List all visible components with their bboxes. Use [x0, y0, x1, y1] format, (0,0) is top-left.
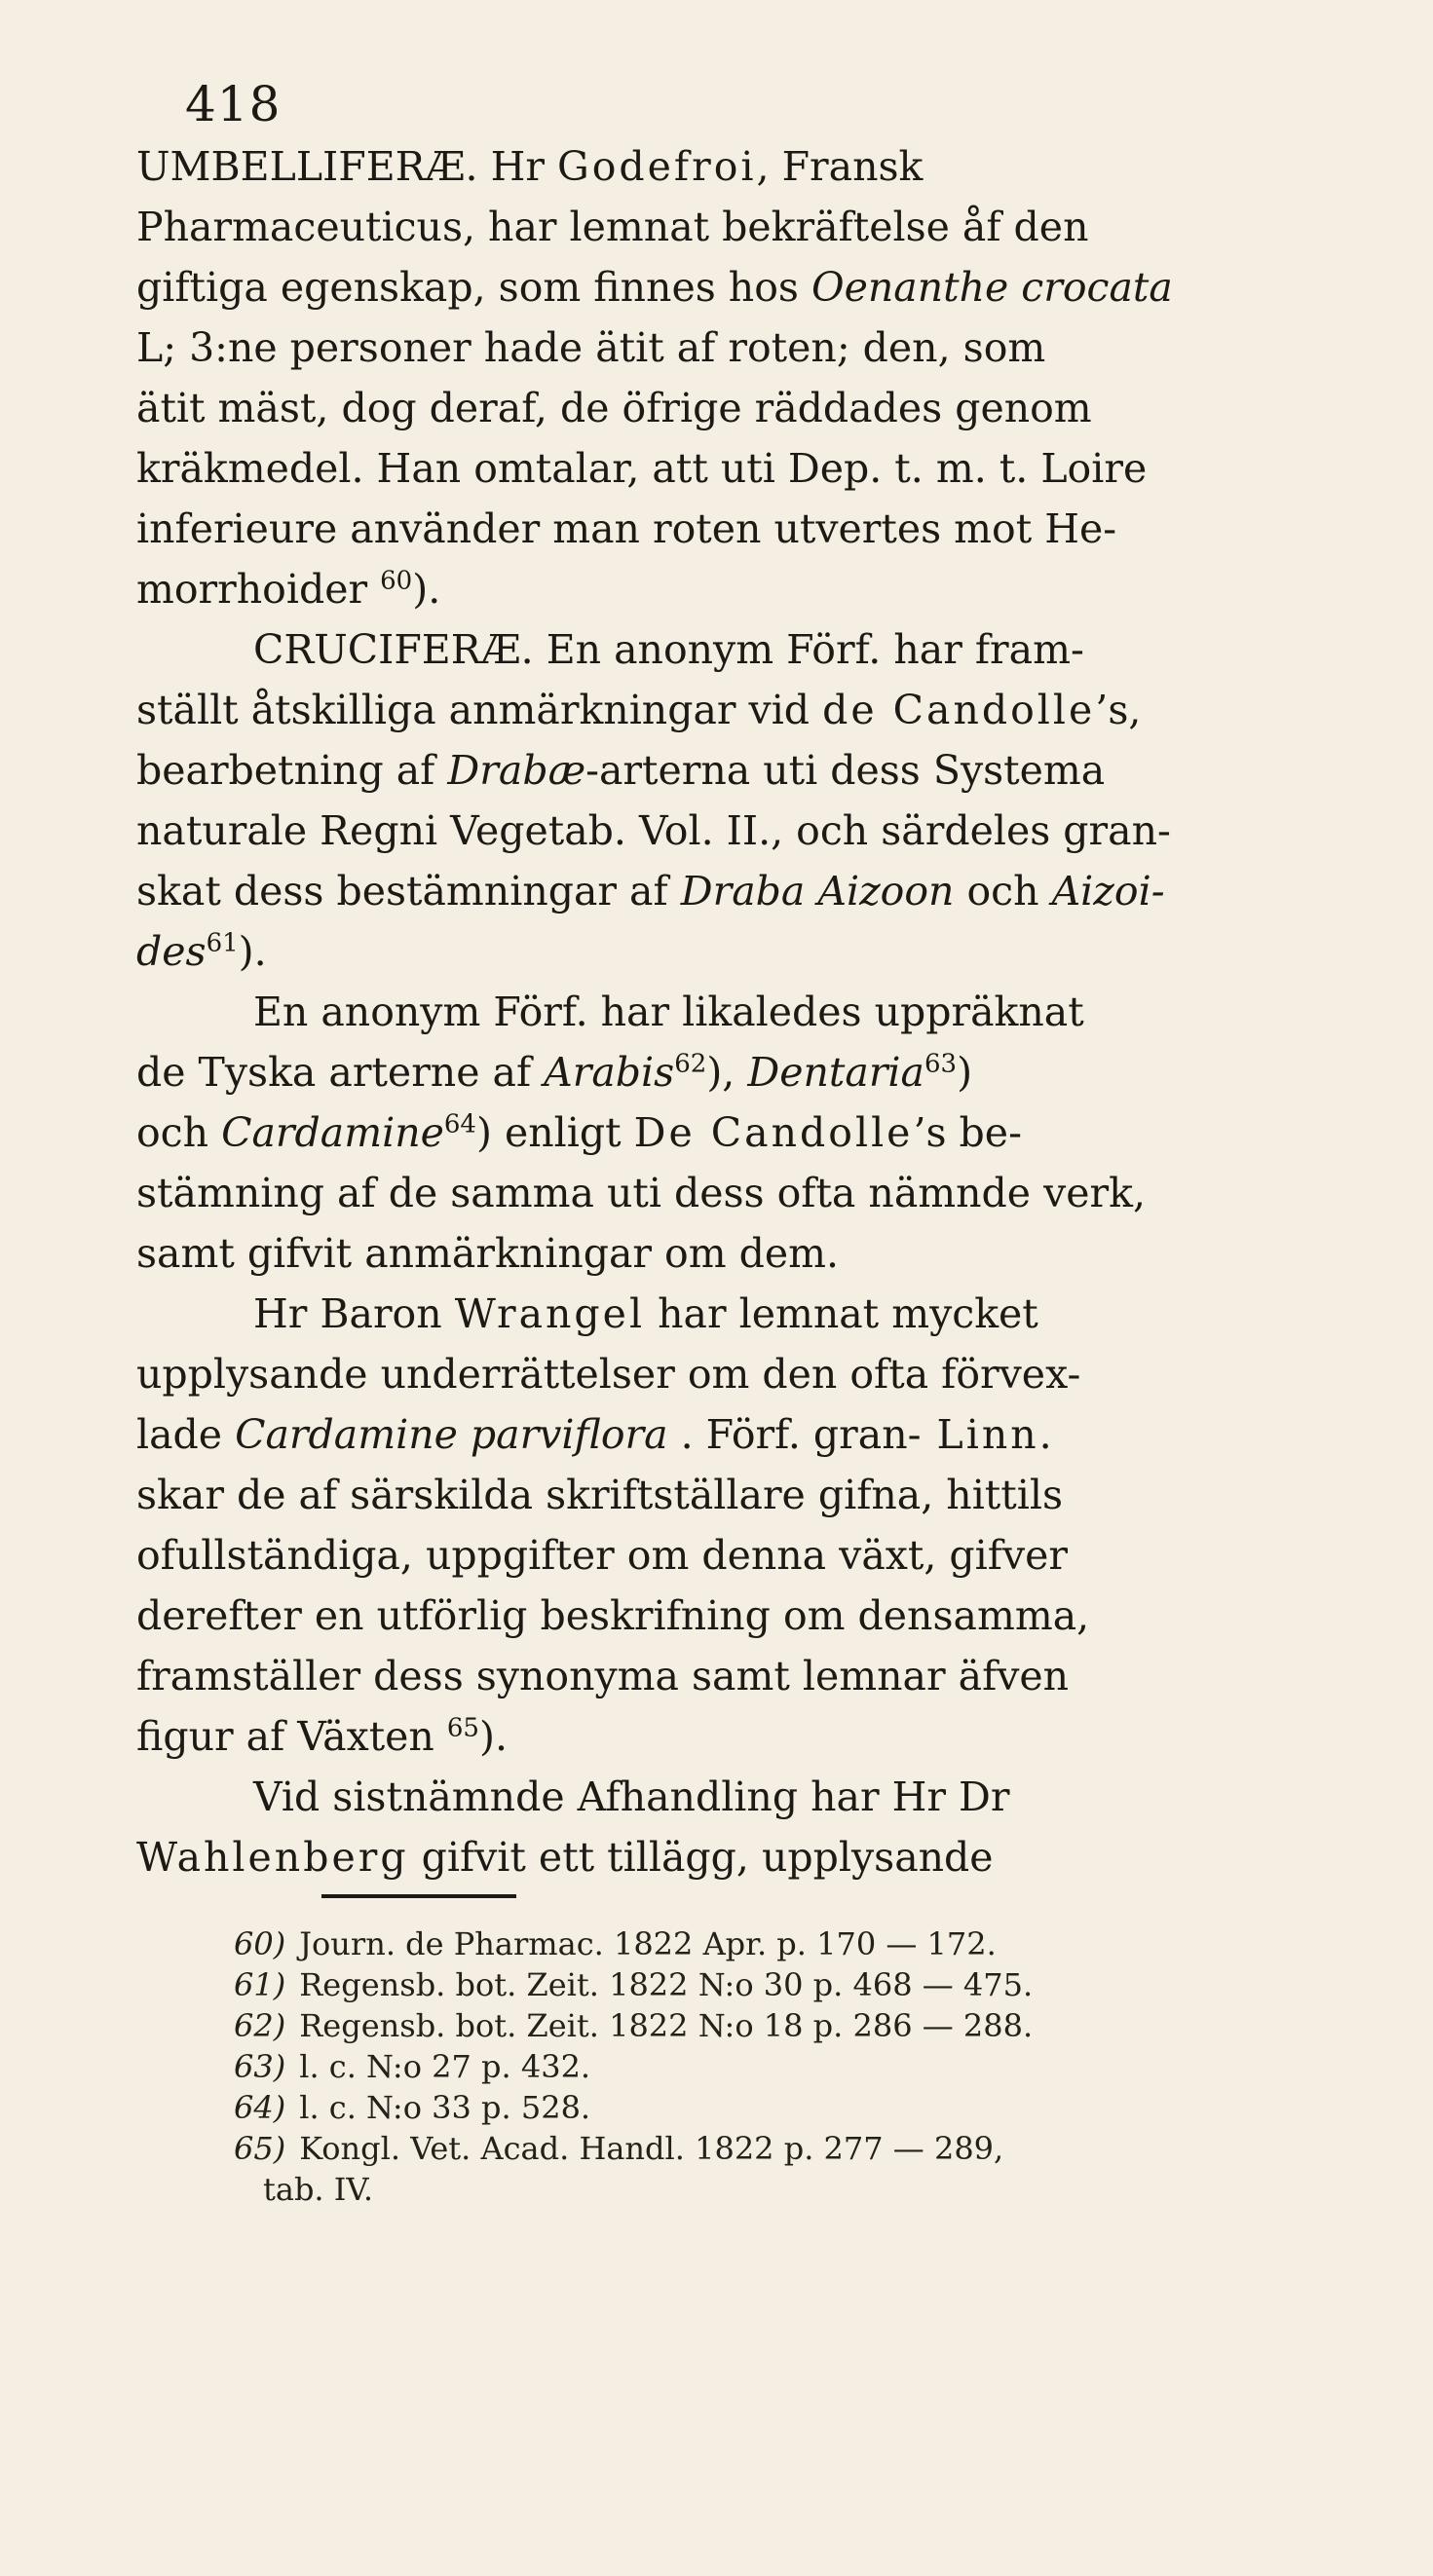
author-name: de Candolle — [822, 687, 1096, 733]
text-run: morrhoider — [136, 566, 381, 613]
italic-name: Oenanthe crocata — [811, 264, 1173, 311]
footnote-number: 62) — [234, 2007, 286, 2044]
text-run: skat dess bestämningar af — [136, 868, 681, 915]
footnote — [234, 2046, 1305, 2087]
text-line — [136, 619, 1325, 680]
text-run: ), — [706, 1049, 748, 1096]
text-run: ). — [238, 928, 267, 975]
footnote — [234, 2128, 1305, 2169]
text-line: samt gifvit anmärkningar om dem. — [136, 1230, 840, 1277]
text-run: de Tyska arterne af — [136, 1049, 545, 1096]
text-line — [136, 559, 1325, 619]
text-run: figur af Växten — [136, 1713, 447, 1760]
text-line: upplysande underrättelser om den ofta förvex- — [136, 1351, 1081, 1398]
text-line — [136, 1102, 1325, 1163]
italic-name: Drabæ — [447, 747, 586, 794]
text-line: inferieure använder man roten utvertes mot He- — [136, 505, 1117, 552]
text-line — [136, 1827, 1325, 1887]
text-line: En anonym Förf. har likaledes uppräknat — [253, 989, 1084, 1035]
footnote-text: Regensb. bot. Zeit. 1822 N:o 18 p. 286 — 288. — [299, 2007, 1034, 2044]
footnote-ref: 62 — [674, 1049, 707, 1079]
footnote-text: tab. IV. — [263, 2171, 374, 2208]
text-run: Hr Baron — [253, 1290, 455, 1337]
text-line — [136, 1042, 1325, 1102]
text-line: naturale Regni Vegetab. Vol. II., och särdeles gran- — [136, 807, 1171, 854]
text-run: ’s, — [1095, 687, 1142, 733]
italic-name: Cardamine — [221, 1109, 444, 1156]
footnote-text: l. c. N:o 27 p. 432. — [299, 2048, 591, 2085]
footnote — [234, 1964, 1305, 2005]
author-name: Wrangel — [454, 1290, 646, 1337]
footnote-number: 65) — [234, 2130, 286, 2167]
italic-name: Dentaria — [747, 1049, 924, 1096]
text-run: Hr — [477, 143, 557, 190]
text-line — [136, 861, 1325, 921]
text-run: -arterna uti dess Systema — [585, 747, 1106, 794]
text-line: framställer dess synonyma samt lemnar äfven — [136, 1653, 1070, 1699]
footnote-text: Journ. de Pharmac. 1822 Apr. p. 170 — 172. — [299, 1925, 997, 1962]
text-run: och — [954, 868, 1052, 915]
footnote-text: Kongl. Vet. Acad. Handl. 1822 p. 277 — 289, — [299, 2130, 1004, 2167]
text-run: ). — [478, 1713, 508, 1760]
footnote — [234, 2169, 1305, 2210]
text-run: gifvit ett tillägg, upplysande — [408, 1834, 994, 1881]
author-name: Linn. — [921, 1411, 1055, 1458]
footnote — [234, 2087, 1305, 2128]
text-line — [136, 740, 1325, 801]
footnote-ref: 60 — [380, 566, 413, 596]
section-heading: CRUCIFERÆ. — [253, 626, 534, 673]
footnote-number: 60) — [234, 1925, 286, 1962]
text-run: ’s be- — [913, 1109, 1022, 1156]
footnote-number: 63) — [234, 2048, 286, 2085]
italic-name: Aizoi- — [1051, 868, 1165, 915]
text-line: Vid sistnämnde Afhandling har Hr Dr — [253, 1773, 1010, 1820]
text-run: ) — [957, 1049, 973, 1096]
italic-name: Draba Aizoon — [680, 868, 955, 915]
footnote-ref: 65 — [446, 1713, 479, 1743]
body-text — [136, 136, 1325, 1887]
text-line: L; 3:ne personer hade ätit af roten; den, som — [136, 324, 1046, 371]
author-name: Wahlenberg — [136, 1834, 409, 1881]
text-line: Pharmaceuticus, har lemnat bekräftelse åf den — [136, 204, 1089, 250]
text-line — [136, 1284, 1325, 1344]
text-line: kräkmedel. Han omtalar, att uti Dep. t. m. t. Loire — [136, 445, 1148, 492]
footnote-rule — [321, 1894, 516, 1898]
text-line: skar de af särskilda skriftställare gifna, hittils — [136, 1472, 1064, 1518]
text-run: ). — [412, 566, 441, 613]
text-line — [136, 921, 1325, 982]
text-run: . Förf. gran- — [667, 1411, 922, 1458]
text-run: har lemnat mycket — [645, 1290, 1038, 1337]
text-run: En anonym Förf. har fram- — [533, 626, 1084, 673]
italic-name: des — [136, 928, 207, 975]
page-number: 418 — [185, 76, 282, 132]
text-line — [136, 1404, 1325, 1465]
author-name: De Candolle — [633, 1109, 914, 1156]
text-run: , Fransk — [756, 143, 924, 190]
text-line — [136, 1706, 1325, 1767]
footnote-text: Regensb. bot. Zeit. 1822 N:o 30 p. 468 — 475. — [299, 1966, 1034, 2003]
footnote-number: 61) — [234, 1966, 286, 2003]
footnote-ref: 63 — [924, 1049, 958, 1079]
footnote — [234, 1923, 1305, 1964]
text-line — [136, 680, 1325, 740]
text-run: lade — [136, 1411, 236, 1458]
text-line: ätit mäst, dog deraf, de öfrige räddades genom — [136, 385, 1092, 431]
footnotes — [234, 1923, 1305, 2210]
author-name: Godefroi — [556, 143, 757, 190]
text-run: ställt åtskilliga anmärkningar vid — [136, 687, 823, 733]
footnote-text: l. c. N:o 33 p. 528. — [299, 2089, 591, 2126]
text-run: giftiga egenskap, som finnes hos — [136, 264, 811, 311]
text-line — [136, 136, 1325, 197]
italic-name: Arabis — [544, 1049, 675, 1096]
text-run: ) enligt — [475, 1109, 634, 1156]
text-line: ofullständiga, uppgifter om denna växt, gifver — [136, 1532, 1068, 1579]
footnote — [234, 2005, 1305, 2046]
text-line — [136, 257, 1325, 317]
footnote-ref: 61 — [206, 928, 239, 958]
text-run: bearbetning af — [136, 747, 448, 794]
section-heading: UMBELLIFERÆ. — [136, 143, 478, 190]
text-line: derefter en utförlig beskrifning om densamma, — [136, 1592, 1090, 1639]
italic-name: Cardamine parviflora — [235, 1411, 668, 1458]
text-run: och — [136, 1109, 222, 1156]
footnote-number: 64) — [234, 2089, 286, 2126]
text-line: stämning af de samma uti dess ofta nämnde verk, — [136, 1170, 1146, 1216]
footnote-ref: 64 — [443, 1109, 476, 1139]
